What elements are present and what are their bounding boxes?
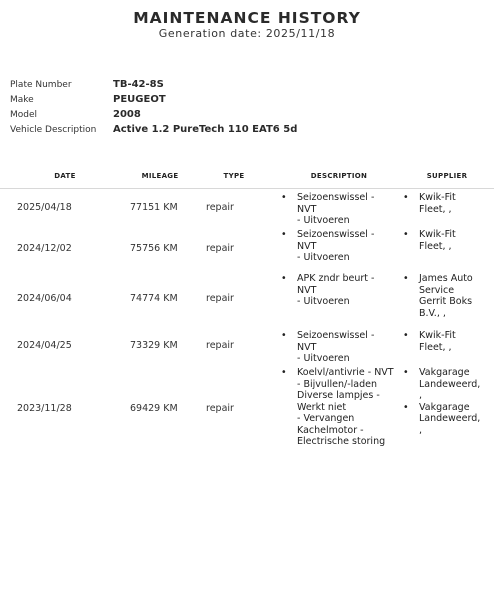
cell-mileage: 74774 KM	[130, 293, 178, 304]
bullet-item	[400, 367, 494, 402]
description-list	[278, 364, 400, 448]
bullet-icon: •	[281, 367, 287, 378]
cell-description	[278, 226, 400, 270]
info-row-plate	[10, 77, 297, 92]
bullet-icon: •	[281, 273, 287, 284]
table-row	[0, 226, 494, 270]
bullet-text: Kwik-Fit Fleet, ,	[419, 330, 456, 353]
info-value: PEUGEOT	[113, 94, 166, 105]
info-row-description	[10, 122, 297, 137]
bullet-text: Vakgarage Landeweerd, ,	[419, 401, 481, 436]
column-header-supplier: SUPPLIER	[426, 171, 468, 180]
table-body	[0, 189, 494, 452]
cell-supplier	[400, 189, 494, 226]
cell-supplier	[400, 364, 494, 452]
info-value: Active 1.2 PureTech 110 EAT6 5d	[113, 124, 298, 135]
cell-date: 2023/11/28	[17, 402, 72, 414]
bullet-icon: •	[403, 273, 409, 284]
bullet-icon: •	[403, 367, 409, 378]
description-list	[278, 189, 400, 227]
bullet-text: Koelvl/antivrie - NVT - Bijvullen/-laden Diverse lampjes - Werkt niet - Vervangen Kachelmotor - Electrische storing	[297, 367, 394, 447]
bullet-item	[278, 229, 400, 264]
bullet-text: Kwik-Fit Fleet, ,	[419, 192, 456, 215]
info-label: Make	[10, 94, 34, 105]
bullet-icon: •	[403, 229, 409, 240]
supplier-list	[400, 364, 494, 436]
info-row-make	[10, 92, 297, 107]
table-row	[0, 270, 494, 327]
cell-description	[278, 189, 400, 226]
info-value: 2008	[113, 109, 141, 120]
bullet-item	[278, 330, 400, 365]
cell-type: repair	[206, 402, 234, 414]
description-list	[278, 327, 400, 365]
cell-description	[278, 327, 400, 364]
bullet-icon: •	[403, 192, 409, 203]
cell-type: repair	[206, 340, 234, 351]
bullet-item	[400, 330, 494, 353]
bullet-item	[278, 273, 400, 308]
cell-type: repair	[206, 293, 234, 304]
info-label: Vehicle Description	[10, 124, 97, 135]
supplier-list	[400, 327, 494, 353]
bullet-text: Kwik-Fit Fleet, ,	[419, 229, 456, 252]
cell-mileage: 77151 KM	[130, 202, 178, 213]
cell-date: 2024/04/25	[17, 340, 72, 351]
bullet-item	[400, 192, 494, 215]
vehicle-info	[10, 77, 297, 137]
bullet-icon: •	[403, 330, 409, 341]
page-title: MAINTENANCE HISTORY	[133, 9, 361, 27]
bullet-icon: •	[281, 229, 287, 240]
column-header-mileage: MILEAGE	[141, 171, 179, 180]
cell-supplier	[400, 270, 494, 327]
cell-mileage: 69429 KM	[130, 402, 178, 414]
info-label: Plate Number	[10, 79, 72, 90]
bullet-text: APK zndr beurt - NVT - Uitvoeren	[297, 273, 375, 307]
cell-description	[278, 364, 400, 452]
cell-type: repair	[206, 202, 234, 213]
table-header	[0, 163, 494, 189]
bullet-item	[278, 367, 400, 448]
cell-description	[278, 270, 400, 327]
bullet-item	[400, 402, 494, 437]
cell-date: 2024/06/04	[17, 293, 72, 304]
table-row	[0, 364, 494, 452]
cell-date: 2025/04/18	[17, 202, 72, 213]
bullet-text: Seizoenswissel - NVT - Uitvoeren	[297, 192, 375, 226]
bullet-text: Vakgarage Landeweerd, ,	[419, 367, 481, 401]
info-label: Model	[10, 109, 38, 120]
cell-type: repair	[206, 242, 234, 254]
info-row-model	[10, 107, 297, 122]
column-header-date: DATE	[54, 171, 76, 180]
table-row	[0, 327, 494, 364]
column-header-description: DESCRIPTION	[310, 171, 368, 180]
cell-mileage: 75756 KM	[130, 242, 178, 254]
cell-supplier	[400, 327, 494, 364]
supplier-list	[400, 226, 494, 252]
bullet-text: Seizoenswissel - NVT - Uitvoeren	[297, 229, 375, 263]
bullet-text: Seizoenswissel - NVT - Uitvoeren	[297, 330, 375, 364]
supplier-list	[400, 189, 494, 215]
cell-date: 2024/12/02	[17, 242, 72, 254]
bullet-item	[400, 229, 494, 252]
cell-supplier	[400, 226, 494, 270]
maintenance-table	[0, 163, 494, 452]
description-list	[278, 226, 400, 264]
bullet-icon: •	[281, 330, 287, 341]
bullet-item	[400, 273, 494, 319]
column-header-type: TYPE	[223, 171, 245, 180]
cell-mileage: 73329 KM	[130, 340, 178, 351]
bullet-item	[278, 192, 400, 227]
bullet-icon: •	[403, 401, 409, 413]
supplier-list	[400, 270, 494, 319]
bullet-text: James Auto Service Gerrit Boks B.V., ,	[419, 273, 473, 319]
generation-date: Generation date: 2025/11/18	[158, 27, 336, 40]
table-row	[0, 189, 494, 226]
bullet-icon: •	[281, 192, 287, 203]
info-value: TB-42-8S	[113, 79, 164, 90]
description-list	[278, 270, 400, 308]
